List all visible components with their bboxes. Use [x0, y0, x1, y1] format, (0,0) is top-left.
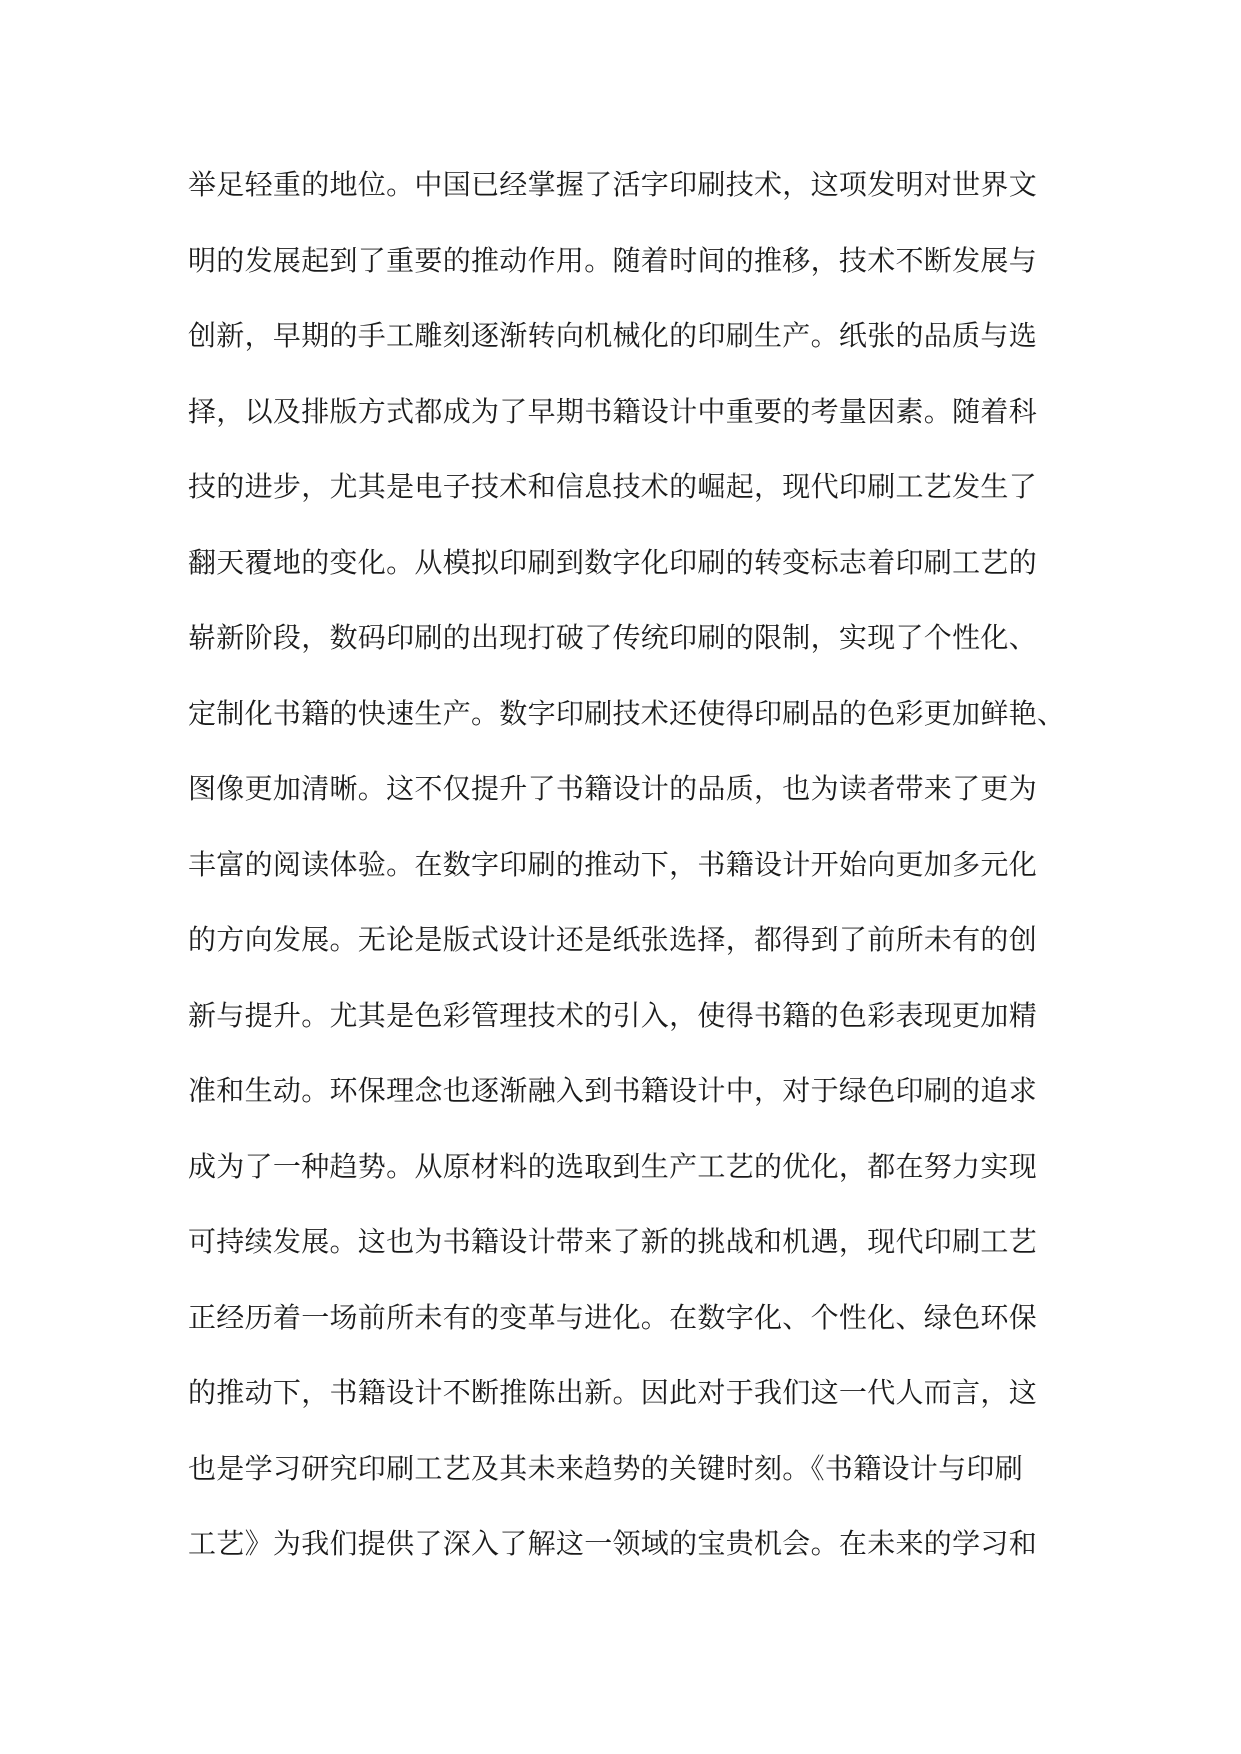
- text-line: 创新，早期的手工雕刻逐渐转向机械化的印刷生产。纸张的品质与选: [188, 319, 1038, 352]
- text-line: 技的进步，尤其是电子技术和信息技术的崛起，现代印刷工艺发生了: [188, 470, 1038, 503]
- text-line: 准和生动。环保理念也逐渐融入到书籍设计中，对于绿色印刷的追求: [188, 1074, 1038, 1107]
- text-line: 崭新阶段，数码印刷的出现打破了传统印刷的限制，实现了个性化、: [188, 621, 1038, 654]
- text-line: 明的发展起到了重要的推动作用。随着时间的推移，技术不断发展与: [188, 243, 1038, 277]
- text-line: 翻天覆地的变化。从模拟印刷到数字化印刷的转变标志着印刷工艺的: [188, 545, 1038, 579]
- text-line: 成为了一种趋势。从原材料的选取到生产工艺的优化，都在努力实现: [188, 1149, 1038, 1183]
- text-line: 图像更加清晰。这不仅提升了书籍设计的品质，也为读者带来了更为: [188, 772, 1038, 805]
- text-line: 择，以及排版方式都成为了早期书籍设计中重要的考量因素。随着科: [188, 394, 1038, 428]
- text-line: 的推动下，书籍设计不断推陈出新。因此对于我们这一代人而言，这: [188, 1376, 1038, 1409]
- text-line: 的方向发展。无论是版式设计还是纸张选择，都得到了前所未有的创: [188, 923, 1038, 956]
- text-line: 定制化书籍的快速生产。数字印刷技术还使得印刷品的色彩更加鲜艳、: [188, 696, 1066, 730]
- text-line: 正经历着一场前所未有的变革与进化。在数字化、个性化、绿色环保: [188, 1300, 1038, 1334]
- text-line: 工艺》为我们提供了深入了解这一领域的宝贵机会。在未来的学习和: [188, 1527, 1038, 1560]
- body-paragraph: [188, 147, 1068, 1582]
- text-line: 举足轻重的地位。中国已经掌握了活字印刷技术，这项发明对世界文: [188, 168, 1038, 201]
- text-line: 新与提升。尤其是色彩管理技术的引入，使得书籍的色彩表现更加精: [188, 998, 1038, 1032]
- text-line: 丰富的阅读体验。在数字印刷的推动下，书籍设计开始向更加多元化: [188, 847, 1038, 881]
- text-line: 可持续发展。这也为书籍设计带来了新的挑战和机遇，现代印刷工艺: [188, 1225, 1038, 1258]
- text-line: 也是学习研究印刷工艺及其未来趋势的关键时刻。《书籍设计与印刷: [188, 1451, 1024, 1485]
